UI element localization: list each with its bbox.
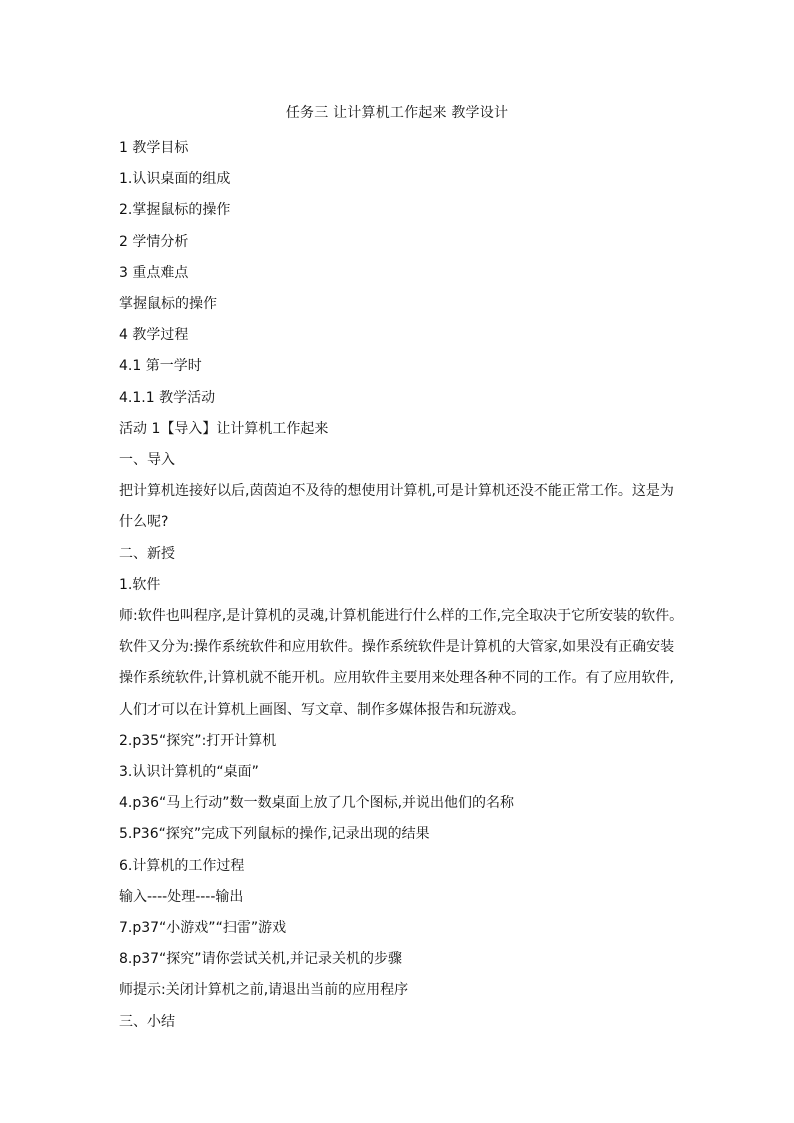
item-work-process: 6.计算机的工作过程 <box>119 857 245 874</box>
teacher-tip: 师提示:关闭计算机之前,请退出当前的应用程序 <box>119 982 409 999</box>
item-software: 1.软件 <box>119 576 161 593</box>
work-process-flow: 输入----处理----输出 <box>119 888 244 905</box>
section-introduction: 一、导入 <box>119 452 175 469</box>
paragraph-intro-line-2: 什么呢? <box>119 514 169 531</box>
heading-first-period: 4.1 第一学时 <box>119 358 202 375</box>
paragraph-software-line-3: 操作系统软件,计算机就不能开机。应用软件主要用来处理各种不同的工作。有了应用软件, <box>119 670 674 687</box>
paragraph-software-line-2: 软件又分为:操作系统软件和应用软件。操作系统软件是计算机的大管家,如果没有正确安装 <box>119 639 675 656</box>
section-new-lesson: 二、新授 <box>119 545 175 562</box>
goal-item-2: 2.掌握鼠标的操作 <box>119 202 231 219</box>
item-open-computer: 2.p35“探究”:打开计算机 <box>119 732 277 749</box>
key-point-text: 掌握鼠标的操作 <box>119 296 217 313</box>
document-title: 任务三 让计算机工作起来 教学设计 <box>285 105 509 121</box>
document-body <box>119 133 684 1038</box>
heading-teaching-activity: 4.1.1 教学活动 <box>119 389 216 406</box>
item-know-desktop: 3.认识计算机的“桌面” <box>119 764 259 781</box>
item-minesweeper: 7.p37“小游戏”“扫雷”游戏 <box>119 920 287 937</box>
heading-teaching-process: 4 教学过程 <box>119 327 189 344</box>
heading-key-points: 3 重点难点 <box>119 264 189 281</box>
paragraph-software-line-4: 人们才可以在计算机上画图、写文章、制作多媒体报告和玩游戏。 <box>119 701 525 718</box>
section-summary: 三、小结 <box>119 1013 175 1030</box>
item-shutdown: 8.p37“探究”请你尝试关机,并记录关机的步骤 <box>119 951 403 968</box>
item-count-icons: 4.p36“马上行动”数一数桌面上放了几个图标,并说出他们的名称 <box>119 795 515 812</box>
goal-item-1: 1.认识桌面的组成 <box>119 171 231 188</box>
activity-title: 活动 1【导入】让计算机工作起来 <box>119 420 329 437</box>
paragraph-intro-line-1: 把计算机连接好以后,茵茵迫不及待的想使用计算机,可是计算机还没不能正常工作。这是为 <box>119 483 674 500</box>
heading-teaching-goals: 1 教学目标 <box>119 140 189 156</box>
heading-student-analysis: 2 学情分析 <box>119 233 189 250</box>
paragraph-software-line-1: 师:软件也叫程序,是计算机的灵魂,计算机能进行什么样的工作,完全取决于它所安装的软件。 <box>119 608 684 625</box>
item-mouse-operations: 5.P36“探究”完成下列鼠标的操作,记录出现的结果 <box>119 826 430 843</box>
